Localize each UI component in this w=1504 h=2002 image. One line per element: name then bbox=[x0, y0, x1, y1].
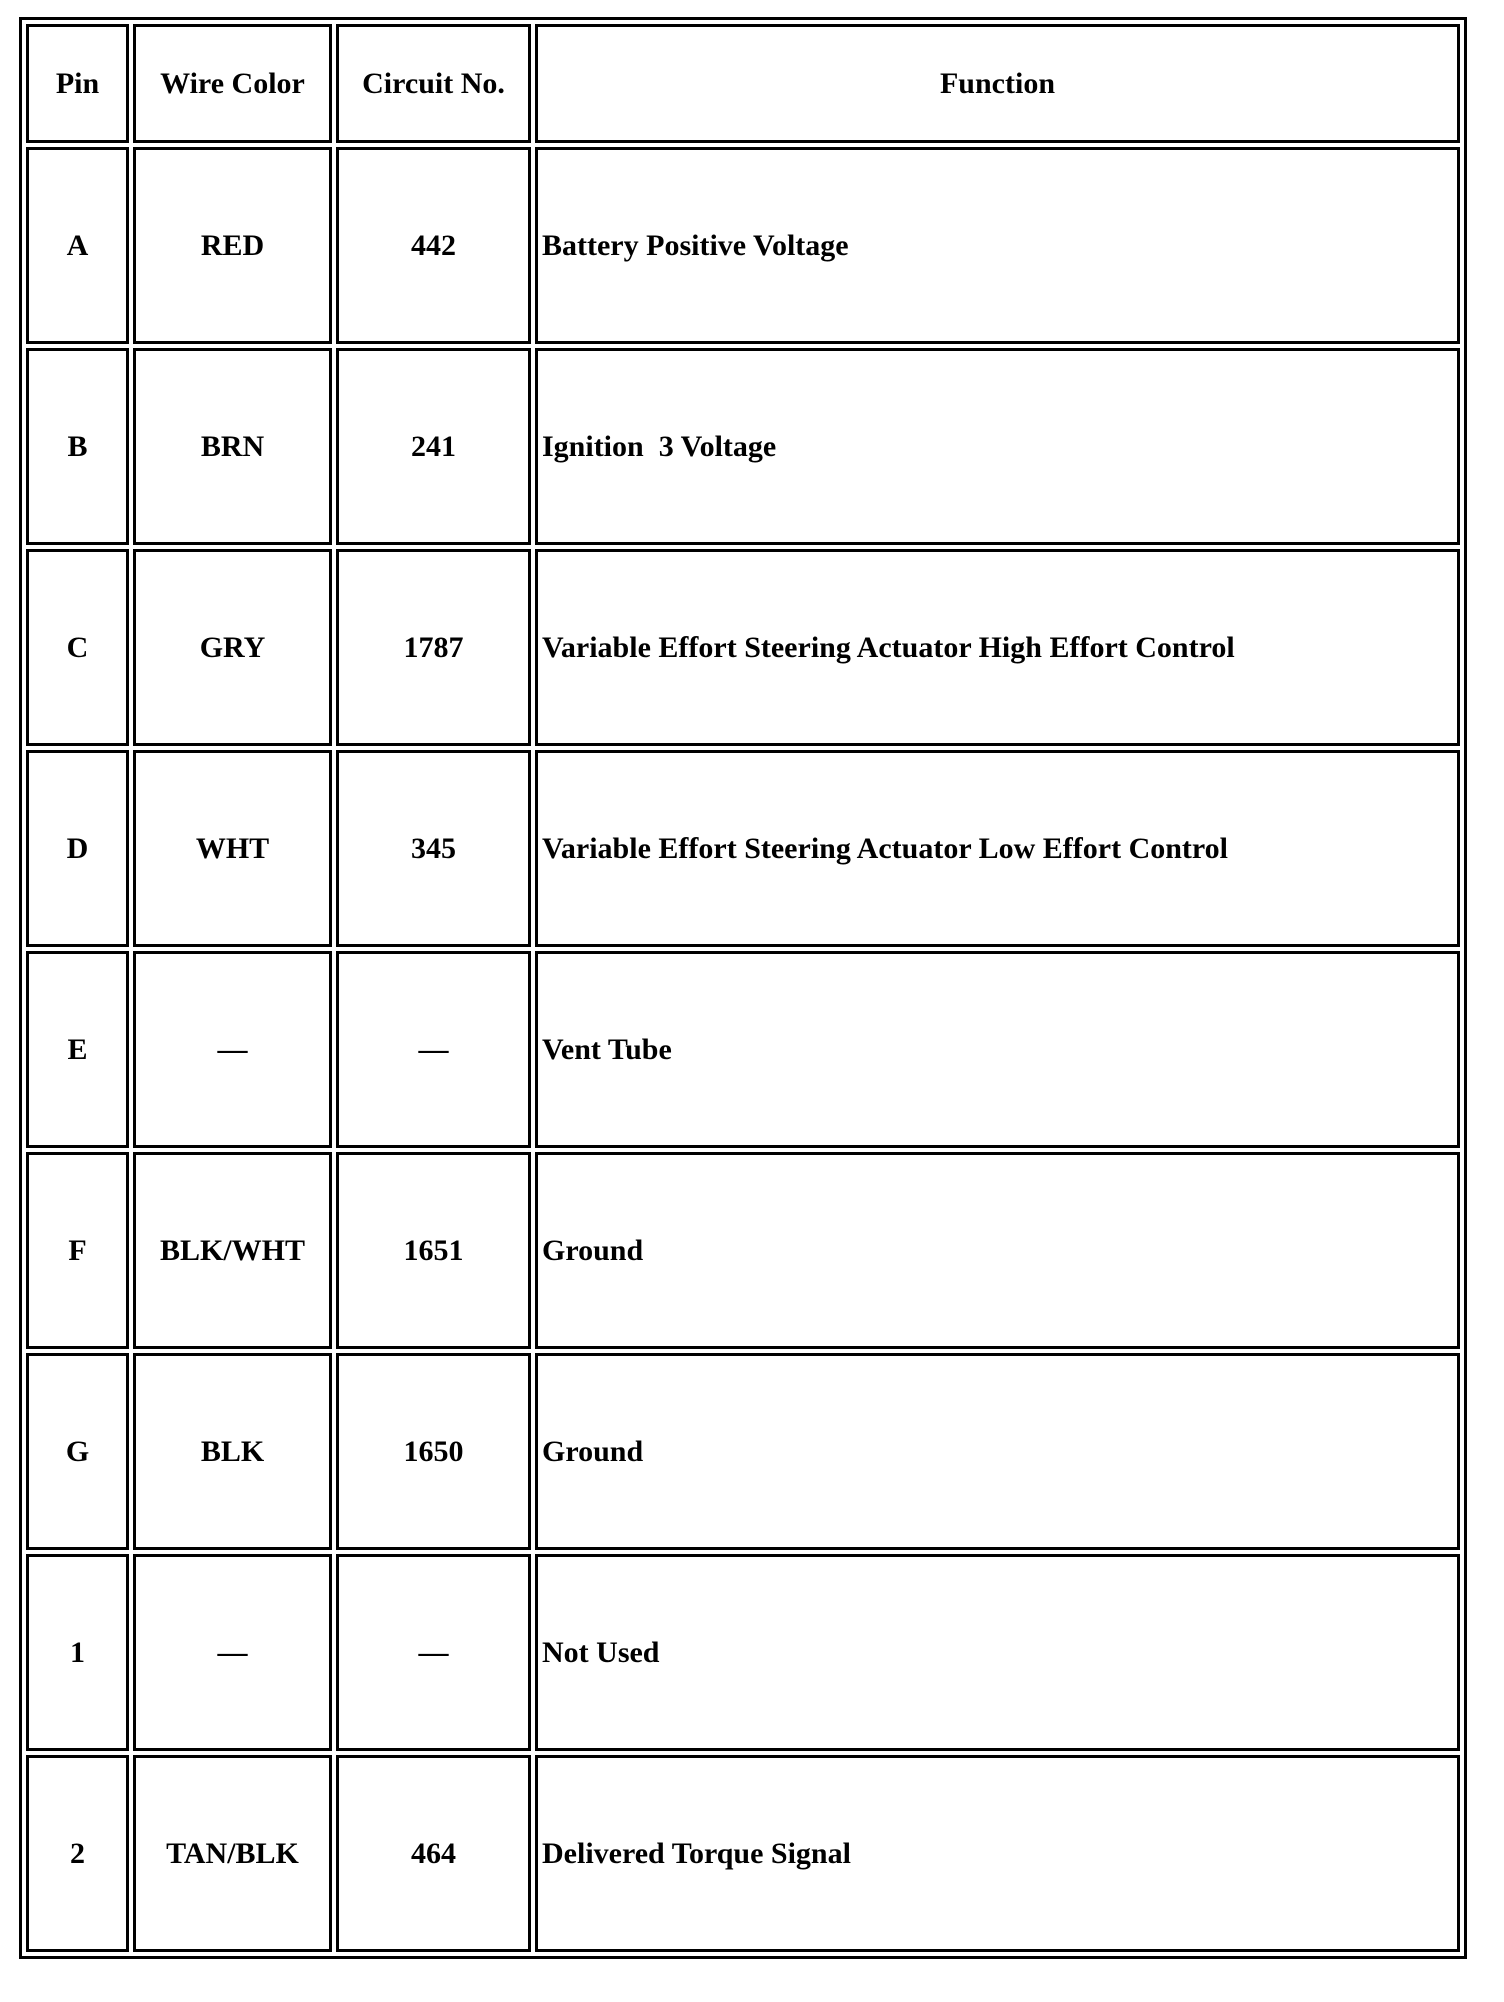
pin-cell: 1 bbox=[26, 1554, 129, 1751]
header-pin: Pin bbox=[26, 24, 129, 143]
table-row bbox=[26, 1554, 1460, 1751]
pin-cell: E bbox=[26, 951, 129, 1148]
circuit-no-cell: 464 bbox=[336, 1755, 531, 1952]
wire-color-cell: TAN/BLK bbox=[133, 1755, 332, 1952]
circuit-no-cell: — bbox=[336, 951, 531, 1148]
header-function: Function bbox=[535, 24, 1460, 143]
wire-color-cell: — bbox=[133, 1554, 332, 1751]
function-cell: Ground bbox=[535, 1353, 1460, 1550]
wire-color-cell: BLK/WHT bbox=[133, 1152, 332, 1349]
table-row bbox=[26, 549, 1460, 746]
pin-cell: F bbox=[26, 1152, 129, 1349]
wire-color-cell: — bbox=[133, 951, 332, 1148]
connector-pinout-table bbox=[19, 17, 1467, 1959]
header-circuit-no: Circuit No. bbox=[336, 24, 531, 143]
wire-color-cell: GRY bbox=[133, 549, 332, 746]
wire-color-cell: BLK bbox=[133, 1353, 332, 1550]
table-row bbox=[26, 348, 1460, 545]
function-cell: Delivered Torque Signal bbox=[535, 1755, 1460, 1952]
function-cell: Vent Tube bbox=[535, 951, 1460, 1148]
function-cell: Variable Effort Steering Actuator High Effort Control bbox=[535, 549, 1460, 746]
wire-color-cell: RED bbox=[133, 147, 332, 344]
circuit-no-cell: 1651 bbox=[336, 1152, 531, 1349]
pin-cell: 2 bbox=[26, 1755, 129, 1952]
table-row bbox=[26, 750, 1460, 947]
table-row bbox=[26, 951, 1460, 1148]
circuit-no-cell: 442 bbox=[336, 147, 531, 344]
header-wire-color: Wire Color bbox=[133, 24, 332, 143]
function-cell: Variable Effort Steering Actuator Low Effort Control bbox=[535, 750, 1460, 947]
pin-cell: D bbox=[26, 750, 129, 947]
pin-cell: B bbox=[26, 348, 129, 545]
pin-cell: C bbox=[26, 549, 129, 746]
function-cell: Ignition 3 Voltage bbox=[535, 348, 1460, 545]
table-row bbox=[26, 1353, 1460, 1550]
table-row bbox=[26, 1152, 1460, 1349]
circuit-no-cell: 345 bbox=[336, 750, 531, 947]
table-row bbox=[26, 1755, 1460, 1952]
pin-cell: A bbox=[26, 147, 129, 344]
wire-color-cell: BRN bbox=[133, 348, 332, 545]
circuit-no-cell: 1787 bbox=[336, 549, 531, 746]
circuit-no-cell: — bbox=[336, 1554, 531, 1751]
header-row bbox=[26, 24, 1460, 143]
pin-cell: G bbox=[26, 1353, 129, 1550]
circuit-no-cell: 1650 bbox=[336, 1353, 531, 1550]
function-cell: Ground bbox=[535, 1152, 1460, 1349]
function-cell: Not Used bbox=[535, 1554, 1460, 1751]
wire-color-cell: WHT bbox=[133, 750, 332, 947]
circuit-no-cell: 241 bbox=[336, 348, 531, 545]
function-cell: Battery Positive Voltage bbox=[535, 147, 1460, 344]
table-row bbox=[26, 147, 1460, 344]
